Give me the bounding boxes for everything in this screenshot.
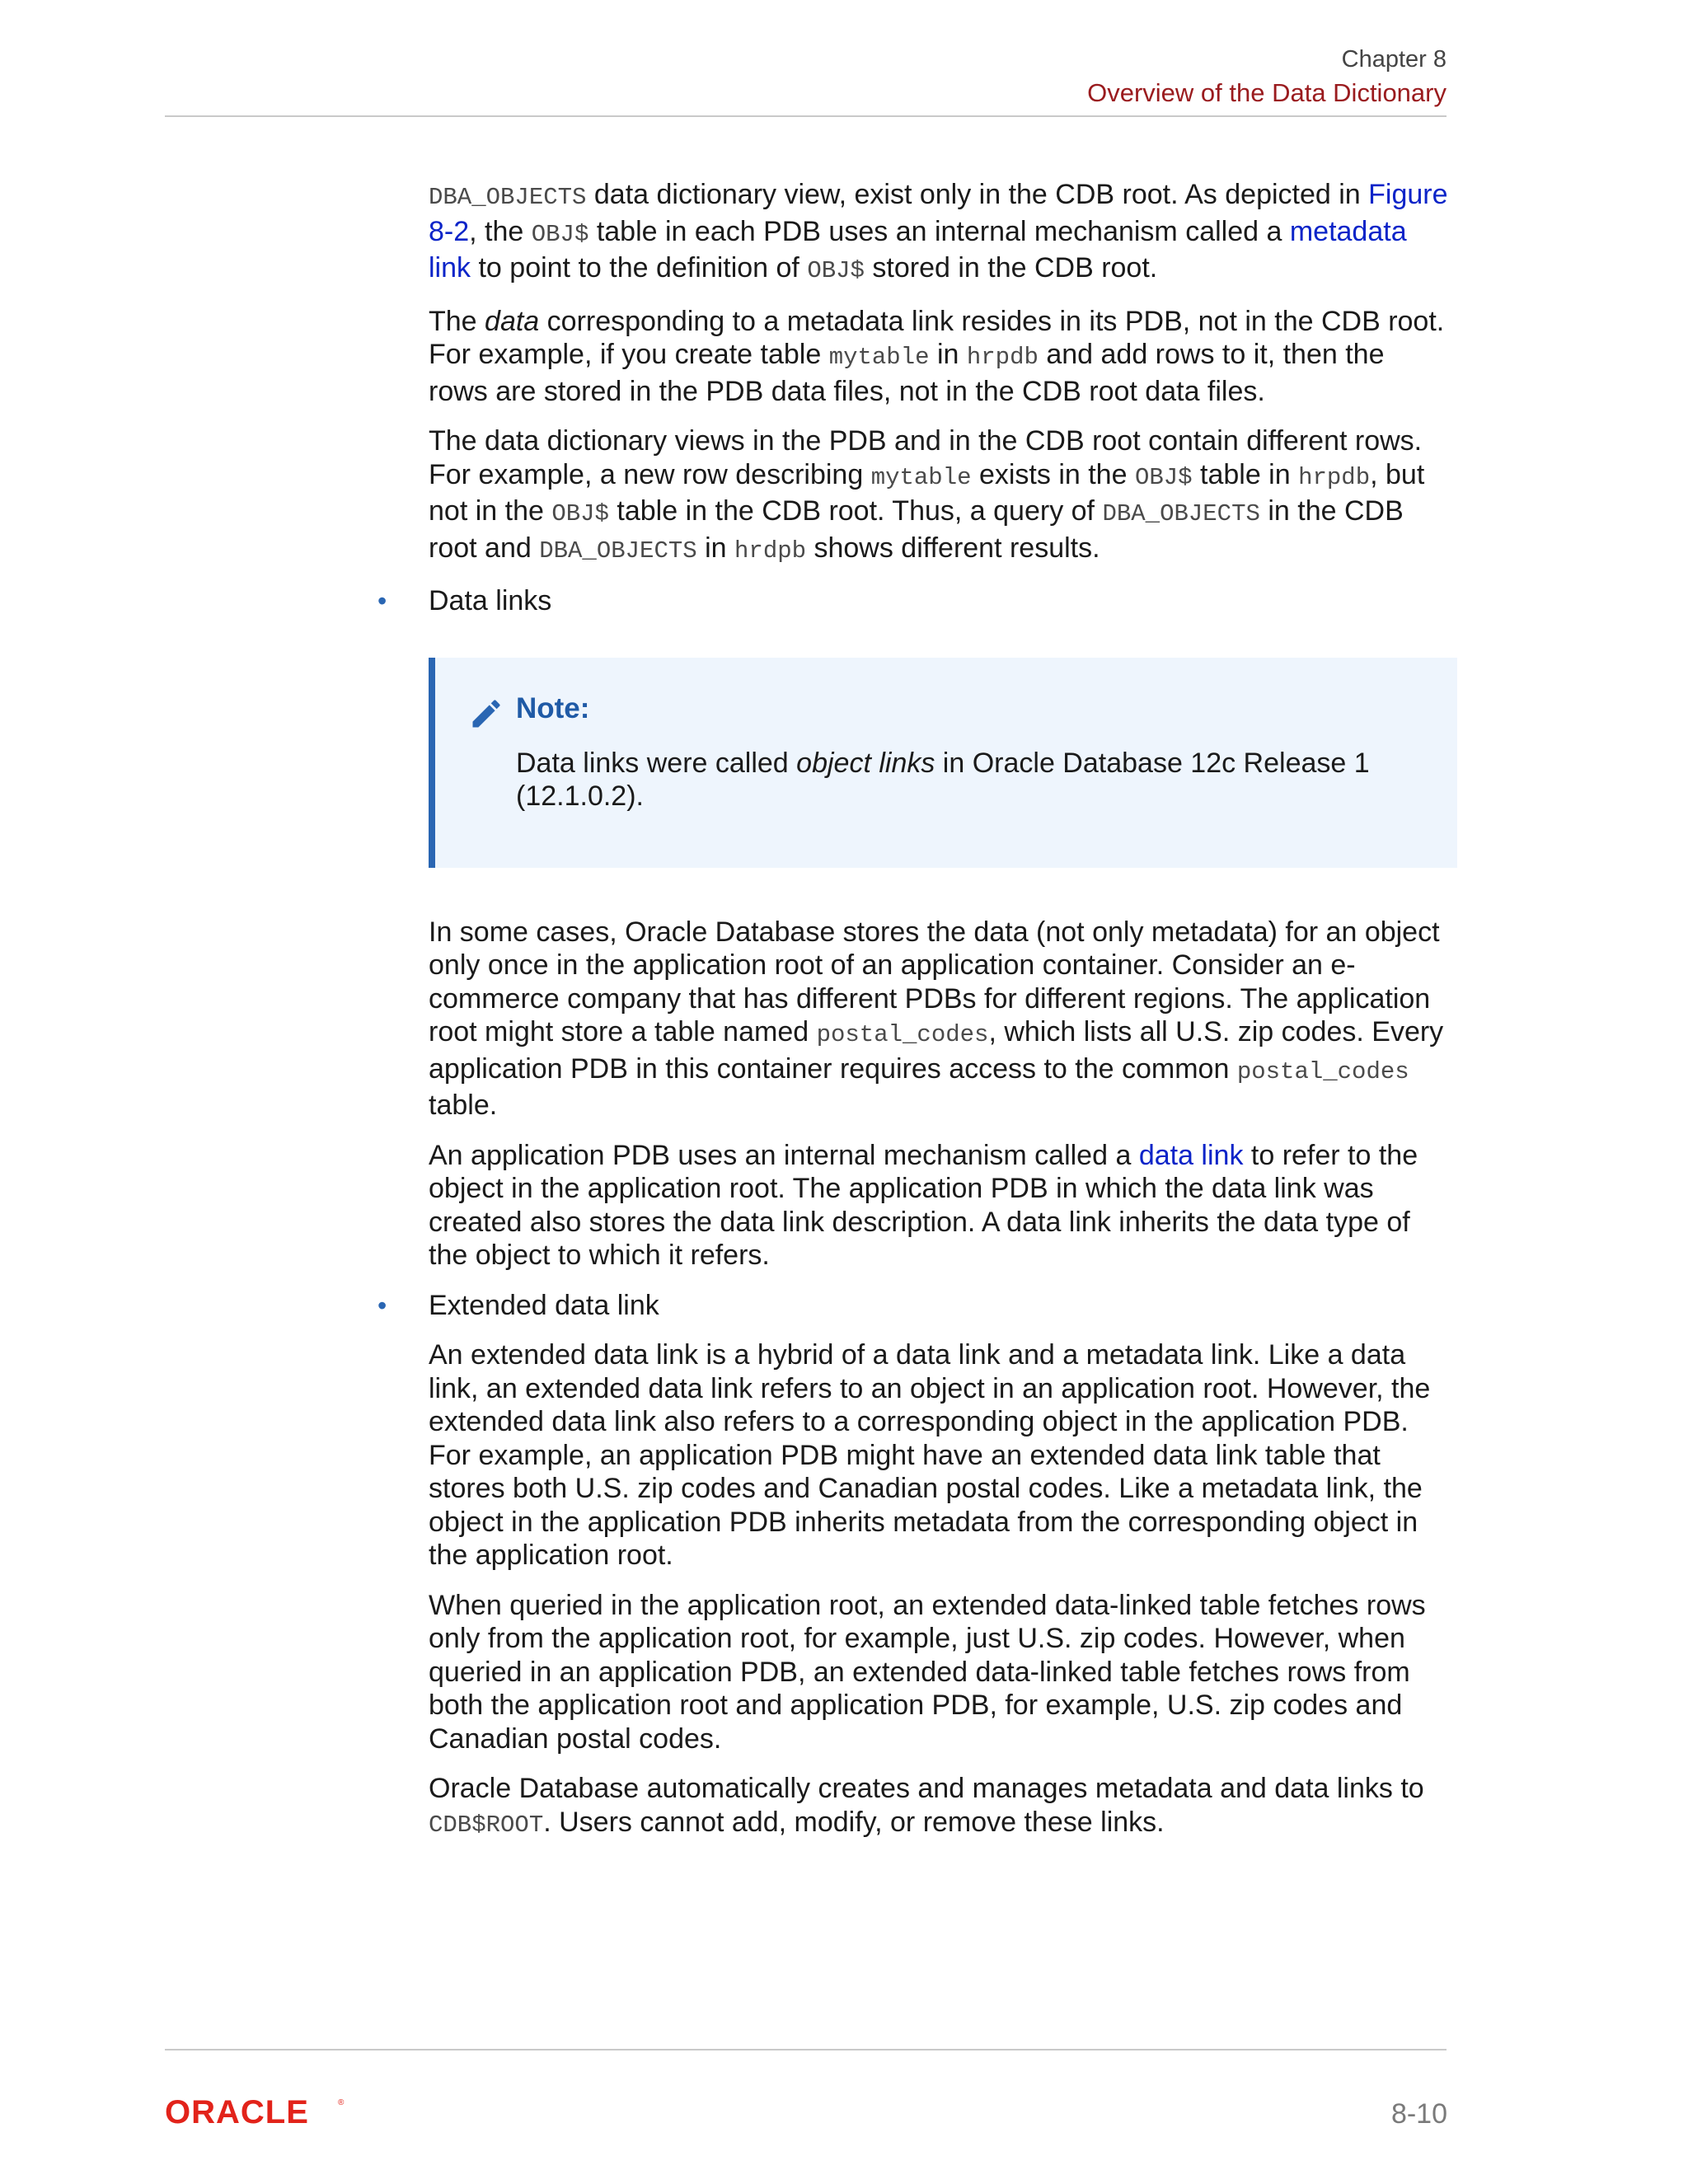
bullet-label: Extended data link bbox=[429, 1289, 659, 1321]
link-figure-8-2[interactable]: Figure 8-2 bbox=[429, 179, 1448, 247]
paragraph-7: When queried in the application root, an extended data-linked table fetches rows only from the application root, for example, just U.S. zip codes. However, when queried in an application PDB, an extended data-linked table fetches rows from both the application root and application PDB, for example, U.S. zip codes and Canadian postal codes. bbox=[429, 1589, 1426, 1755]
paragraph-4: In some cases, Oracle Database stores the data (not only metadata) for an object only once in the application root of an application container. Consider an e-commerce company that has different PDBs for different regions. The application root might store a table named postal_codes, which lists all U.S. zip codes. Every application PDB in this container requires access to the common postal_codes table. bbox=[429, 916, 1444, 1121]
code-dba-objects: DBA_OBJECTS bbox=[539, 537, 697, 565]
bullet-item-extended-data-link bbox=[377, 1289, 1451, 1323]
bullet-dot: • bbox=[377, 586, 387, 616]
chapter-title[interactable]: Overview of the Data Dictionary bbox=[1087, 78, 1447, 107]
oracle-logo-text: ORACLE bbox=[165, 2094, 309, 2130]
footer-divider bbox=[165, 2049, 1447, 2050]
code-hrpdb: hrpdb bbox=[966, 344, 1039, 371]
paragraph-1: DBA_OBJECTS data dictionary view, exist only in the CDB root. As depicted in Figure 8-2, the OBJ$ table in each PDB uses an internal mechanism called a metadata link to point to the definition of OBJ$ stored in the CDB root. bbox=[429, 179, 1448, 284]
page-header bbox=[1087, 43, 1447, 110]
bullet-label: Data links bbox=[429, 585, 552, 616]
pencil-icon bbox=[468, 696, 504, 732]
code-dba-objects: DBA_OBJECTS bbox=[429, 184, 587, 211]
bullet-item-data-links bbox=[377, 584, 1451, 618]
note-label: Note: bbox=[516, 691, 590, 724]
page-number: 8-10 bbox=[1390, 2098, 1447, 2130]
code-dba-objects: DBA_OBJECTS bbox=[1102, 500, 1260, 527]
code-obj: OBJ$ bbox=[807, 257, 865, 284]
code-mytable: mytable bbox=[870, 463, 972, 491]
code-hrpdb: hrpdb bbox=[1298, 463, 1371, 491]
oracle-logo bbox=[165, 2093, 354, 2130]
paragraph-6: An extended data link is a hybrid of a data link and a metadata link. Like a data link, an extended data link refers to an object in an application root. However, the extended data link also refers to a corresponding object in the application PDB. For example, an application PDB might have an extended data link table that stores both U.S. zip codes and Canadian postal codes. Like a metadata link, the object in the application PDB inherits metadata from the corresponding object in the application root. bbox=[429, 1339, 1431, 1571]
link-data-link[interactable]: data link bbox=[1138, 1139, 1244, 1171]
code-postal-codes: postal_codes bbox=[816, 1021, 989, 1048]
registered-mark-icon: ® bbox=[338, 2098, 345, 2107]
code-obj: OBJ$ bbox=[551, 500, 609, 527]
link-metadata-link[interactable]: metadata link bbox=[429, 215, 1407, 284]
note-text: Data links were called object links in Oracle Database 12c Release 1 (12.1.0.2). bbox=[516, 747, 1370, 812]
code-obj: OBJ$ bbox=[531, 220, 589, 248]
code-cdb-root: CDB$ROOT bbox=[429, 1811, 544, 1839]
chapter-label: Chapter 8 bbox=[1341, 46, 1447, 73]
main-content bbox=[377, 178, 1451, 1842]
note-box bbox=[429, 658, 1457, 868]
header-divider bbox=[165, 115, 1447, 117]
code-postal-codes: postal_codes bbox=[1236, 1057, 1409, 1085]
paragraph-3: The data dictionary views in the PDB and in the CDB root contain different rows. For example, a new row describing mytable exists in the OBJ$ table in hrpdb, but not in the OBJ$ table in the CDB root. Thus, a query of DBA_OBJECTS in the CDB root and DBA_OBJECTS in hrdpb shows different results. bbox=[429, 425, 1425, 565]
paragraph-8: Oracle Database automatically creates and manages metadata and data links to CDB$ROOT. Users cannot add, modify, or remove these links. bbox=[429, 1773, 1424, 1839]
code-hrdpb: hrdpb bbox=[734, 537, 807, 565]
paragraph-5: An application PDB uses an internal mechanism called a data link to refer to the object in the application root. The application PDB in which the data link was created also stores the data link description. A data link inherits the data type of the object to which it refers. bbox=[429, 1139, 1418, 1271]
bullet-dot: • bbox=[377, 1290, 387, 1320]
paragraph-2: The data corresponding to a metadata link resides in its PDB, not in the CDB root. For example, if you create table mytable in hrpdb and add rows to it, then the rows are stored in the PDB data files, not in the CDB root data files. bbox=[429, 305, 1445, 407]
code-mytable: mytable bbox=[828, 344, 930, 371]
code-obj: OBJ$ bbox=[1134, 463, 1193, 491]
